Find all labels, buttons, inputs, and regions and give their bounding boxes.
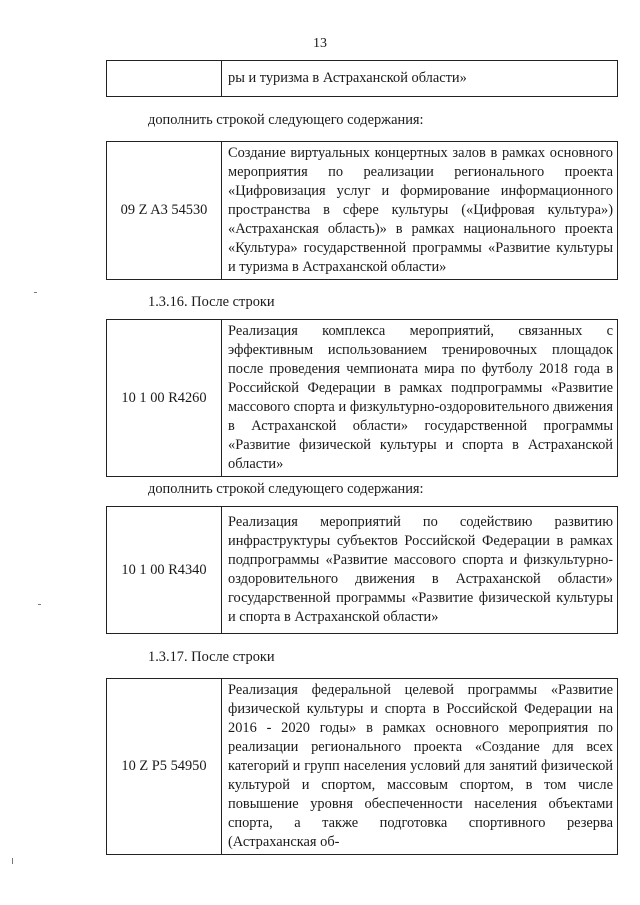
description-cell: Создание виртуальных концертных залов в рамках основного мероприятия по реализации регионального проекта «Цифровизация услуг и формирование информационного пространства в сфере культуры («Цифровая культура») «Астраханская область)» в рамках национального проекта «Культура» государственной программы «Развитие культуры и туризма в Астраханской области» [222,142,618,280]
scan-artifact [34,292,37,293]
table-virtual-concert-halls [106,141,618,280]
budget-code-cell: 09 Z A3 54530 [107,142,222,280]
table-continued-row [106,60,618,97]
table-row [107,142,618,280]
scan-artifact [12,858,13,864]
budget-code-cell [107,61,222,97]
table-row [107,679,618,855]
table-training-grounds [106,319,618,477]
page-number: 13 [313,36,327,51]
table-row [107,320,618,477]
table-row [107,61,618,97]
table-row [107,507,618,634]
table-infrastructure-development [106,506,618,634]
item-heading-1-3-17: 1.3.17. После строки [148,649,275,665]
item-heading-1-3-16: 1.3.16. После строки [148,294,275,310]
scan-artifact [38,604,41,605]
description-cell: Реализация мероприятий по содействию развитию инфраструктуры субъектов Российской Федерации в рамках подпрограммы «Развитие массового спорта и физкультурно-оздоровительного движения в Астраханской области» государственной программы «Развитие физической культуры и спорта в Астраханской области» [222,507,618,634]
supplement-instruction: дополнить строкой следующего содержания: [148,112,424,128]
description-cell: ры и туризма в Астраханской области» [222,61,618,97]
supplement-instruction: дополнить строкой следующего содержания: [148,481,424,497]
budget-code-cell: 10 1 00 R4260 [107,320,222,477]
table-federal-target-program [106,678,618,855]
budget-code-cell: 10 Z P5 54950 [107,679,222,855]
description-cell: Реализация федеральной целевой программы «Развитие физической культуры и спорта в Российской Федерации на 2016 - 2020 годы» в рамках основного мероприятия по реализации регионального проекта «Создание для всех категорий и групп населения условий для занятий физической культурой и спортом, массовым спортом, в том числе повышение уровня обеспеченности населения объектами спорта, а также подготовка спортивного резерва (Астраханская об- [222,679,618,855]
description-cell: Реализация комплекса мероприятий, связанных с эффективным использованием тренировочных площадок после проведения чемпионата мира по футболу 2018 года в Российской Федерации в рамках подпрограммы «Развитие массового спорта и физкультурно-оздоровительного движения в Астраханской области» государственной программы «Развитие физической культуры и спорта в Астраханской области» [222,320,618,477]
budget-code-cell: 10 1 00 R4340 [107,507,222,634]
